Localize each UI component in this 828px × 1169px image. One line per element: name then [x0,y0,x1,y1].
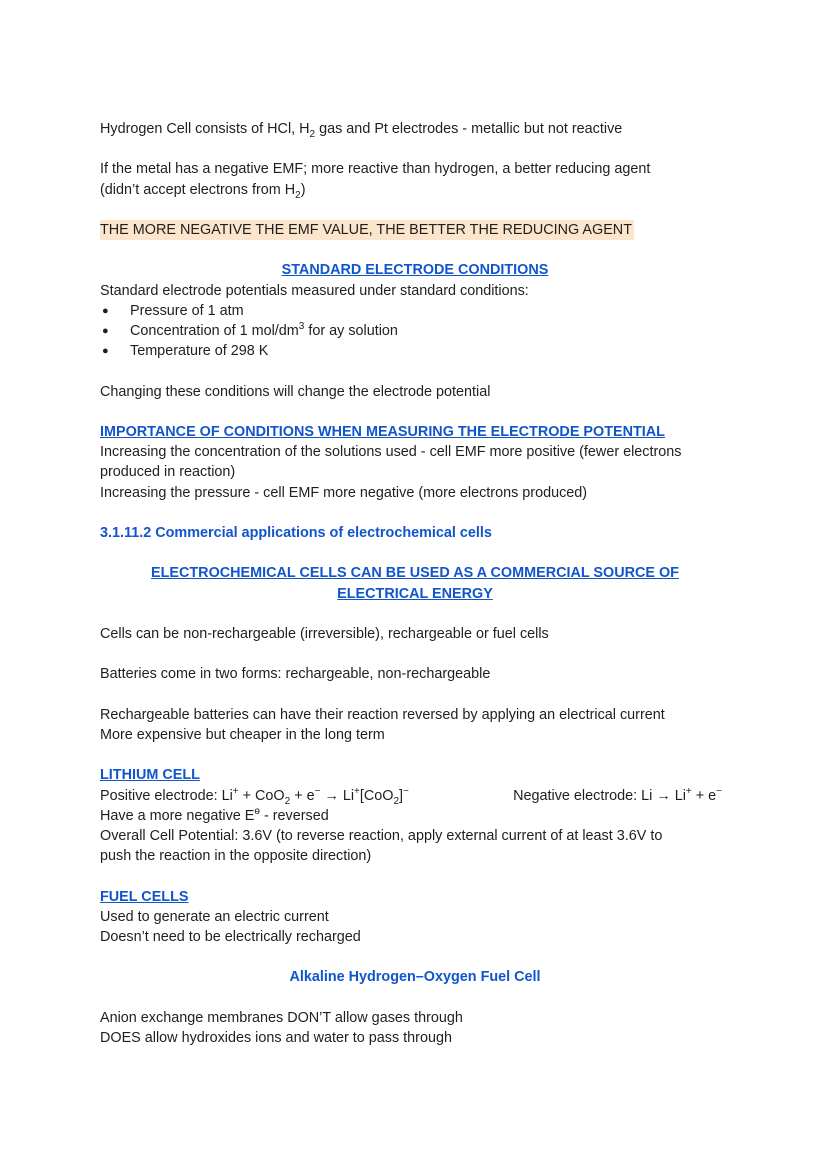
lithium-line: Have a more negative $E^ө$ - reversed [100,805,329,824]
importance-heading[interactable]: IMPORTANCE OF CONDITIONS WHEN MEASURING THE ELECTRODE POTENTIAL [100,423,665,440]
list-item: ● Pressure of 1 atm [100,301,730,321]
fuel-line: Doesn’t need to be electrically recharged [100,928,361,945]
lithium-cell-heading[interactable]: LITHIUM CELL [100,767,200,784]
negative-electrode-equation: Negative electrode: Li → Li+ + e− [513,785,722,804]
rechargeable-paragraph-cont: More expensive but cheaper in the long term [100,726,385,743]
rechargeable-paragraph: Rechargeable batteries can have their reaction reversed by applying an electrical current [100,706,665,723]
fuel-line: Used to generate an electric current [100,908,329,925]
section-heading: 3.1.11.2 Commercial applications of electrochemical cells [100,524,492,541]
list-item: ● Concentration of 1 mol/$dm^3$ for ay solution [100,321,730,341]
fuel-cell-subheading: Alkaline Hydrogen–Oxygen Fuel Cell [289,969,541,986]
negative-emf-paragraph: If the metal has a negative EMF; more reactive than hydrogen, a better reducing agent [100,161,651,178]
positive-electrode-equation: Positive electrode: Li+ + CoO$_2$ + e− → Li+[CoO$_2$]− [100,785,409,807]
fuel-line: Anion exchange membranes DON’T allow gases through [100,1009,463,1026]
commercial-heading[interactable]: ELECTROCHEMICAL CELLS CAN BE USED AS A COMMERCIAL SOURCE OF [151,565,679,582]
standard-conditions-list [100,301,730,362]
standard-conditions-intro: Standard electrode potentials measured under standard conditions: [100,282,529,299]
importance-line: Increasing the concentration of the solutions used - cell EMF more positive (fewer electrons [100,444,682,461]
lithium-line: push the reaction in the opposite direction) [100,848,372,865]
importance-line: produced in reaction) [100,464,236,481]
document-page [100,119,730,1048]
importance-line: Increasing the pressure - cell EMF more negative (more electrons produced) [100,484,588,501]
hydrogen-cell-paragraph: Hydrogen Cell consists of HCl, $H_2$ gas and Pt electrodes - metallic but not reactive [100,121,623,140]
list-item: ● Temperature of 298 K [100,341,730,361]
batteries-paragraph: Batteries come in two forms: rechargeable, non-rechargeable [100,666,491,683]
cells-types-paragraph: Cells can be non-rechargeable (irreversible), rechargeable or fuel cells [100,625,549,642]
negative-emf-paragraph-cont: (didn’t accept electrons from $H_2$) [100,181,306,201]
fuel-line: DOES allow hydroxides ions and water to pass through [100,1029,452,1046]
highlighted-statement: THE MORE NEGATIVE THE EMF VALUE, THE BETTER THE REDUCING AGENT [100,220,730,240]
lithium-line: Overall Cell Potential: 3.6V (to reverse reaction, apply external current of at least 3.6V to [100,827,663,844]
electrode-equations [100,786,730,806]
fuel-cells-heading[interactable]: FUEL CELLS [100,888,189,905]
conditions-note: Changing these conditions will change the electrode potential [100,383,491,400]
standard-conditions-heading[interactable]: STANDARD ELECTRODE CONDITIONS [281,262,549,279]
commercial-heading-cont[interactable]: ELECTRICAL ENERGY [337,585,493,602]
